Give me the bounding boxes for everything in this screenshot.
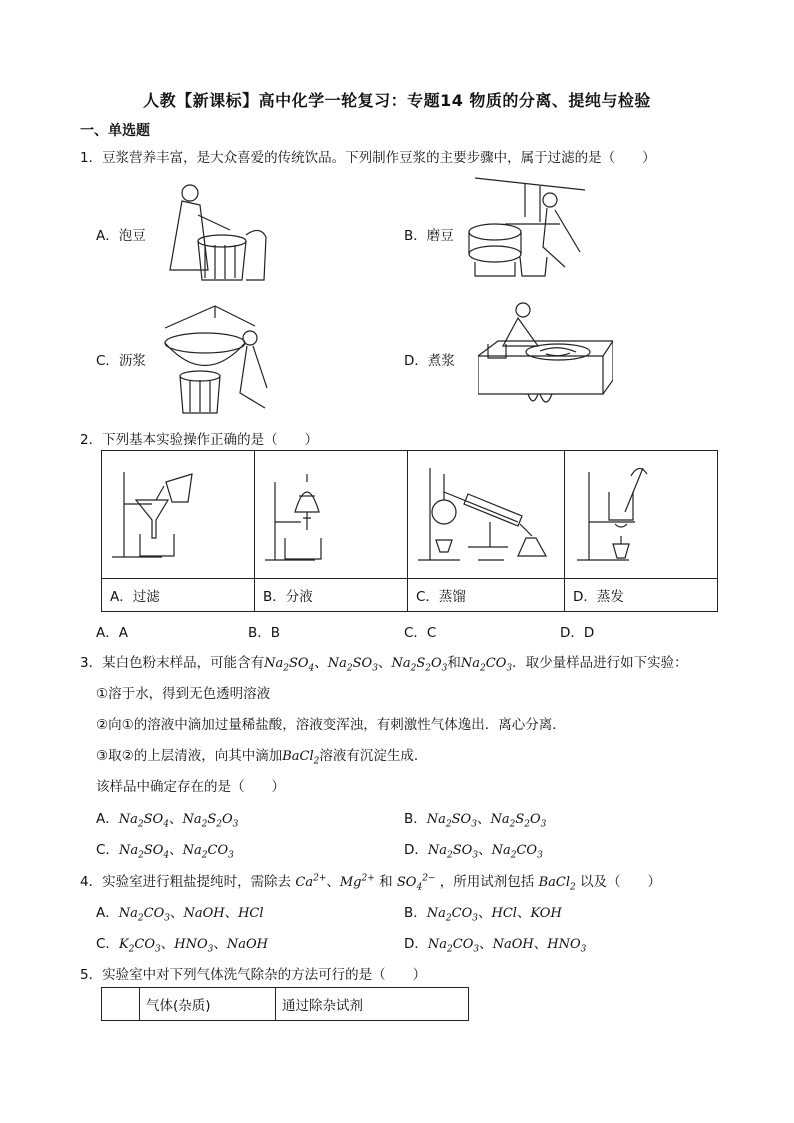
boiling-slurry-illustration (478, 296, 613, 411)
q4-option-b[interactable]: B．$Na_2CO_3$、HCl、KOH (404, 905, 562, 924)
soaking-beans-illustration (160, 175, 270, 285)
draining-slurry-illustration (155, 298, 270, 418)
q3-stem: 3．某白色粉末样品，可能含有$Na_2SO_4$、$Na_2SO_3$、$Na_2S_2O_3$和$Na_2CO_3$．取少量样品进行如下实验： (80, 655, 688, 674)
q3-step-1: ①溶于水，得到无色透明溶液 (96, 686, 271, 702)
q2-option-c[interactable]: C．C (404, 625, 437, 641)
q4-stem-mid: ，所用试剂包括 (439, 874, 535, 890)
q4-stem: 4．实验室进行粗盐提纯时，需除去 $Ca^{2+}$、$Mg^{2+}$ 和 $SO_4^{2-}$ ，所用试剂包括 BaCl$_2$ 以及（ ） (80, 873, 662, 893)
q4-option-d-label: D． (404, 936, 428, 952)
table-header-blank (102, 988, 140, 1021)
evaporation-figure-cell (565, 451, 718, 579)
caption-separation: B．分液 (254, 579, 407, 612)
q2-stem: 2．下列基本实验操作正确的是（ ） (80, 432, 319, 448)
q3-step-2: ②向①的溶液中滴加过量稀盐酸，溶液变浑浊，有刺激性气体逸出．离心分离． (96, 717, 566, 733)
q3-option-d-label: D． (404, 842, 428, 858)
q3-stem-suffix: ．取少量样品进行如下实验： (512, 655, 688, 671)
q3-option-b[interactable]: B．$Na_2SO_3$、$Na_2S_2O_3$ (404, 811, 547, 830)
filtration-apparatus-icon (102, 452, 252, 578)
table-header-gas: 气体(杂质) (140, 988, 276, 1021)
caption-filtration: A．过滤 (102, 579, 255, 612)
distillation-apparatus-icon (408, 452, 562, 578)
q1-option-c[interactable]: C．沥浆 (96, 353, 146, 369)
section-heading: 一、单选题 (80, 123, 150, 139)
q4-stem-suffix: 以及（ ） (580, 874, 662, 890)
q4-option-c-label: C． (96, 936, 119, 952)
q3-option-d[interactable]: D．$Na_2SO_3$、$Na_2CO_3$ (404, 842, 543, 861)
q2-option-d[interactable]: D．D (560, 625, 595, 641)
q3-option-a-label: A． (96, 811, 119, 827)
q1-option-a[interactable]: A．泡豆 (96, 228, 146, 244)
q4-stem-prefix: 4．实验室进行粗盐提纯时，需除去 (80, 874, 292, 890)
q1-option-d[interactable]: D．煮浆 (404, 353, 455, 369)
q4-option-c[interactable]: C．$K_2CO_3$、$HNO_3$、NaOH (96, 936, 268, 955)
lab-operations-table (101, 450, 718, 612)
q3-option-c-label: C． (96, 842, 119, 858)
q4-and: 和 (379, 874, 393, 890)
q4-option-a-label: A． (96, 905, 119, 921)
q2-option-b[interactable]: B．B (248, 625, 281, 641)
q4-option-d[interactable]: D．$Na_2CO_3$、NaOH、$HNO_3$ (404, 936, 587, 955)
table-header-reagent: 通过除杂试剂 (276, 988, 469, 1021)
caption-evaporation: D．蒸发 (565, 579, 718, 612)
q3-option-b-label: B． (404, 811, 427, 827)
gas-purification-table (101, 987, 469, 1021)
grinding-beans-illustration (465, 172, 590, 282)
page-title: 人教【新课标】高中化学一轮复习：专题14 物质的分离、提纯与检验 (143, 91, 651, 110)
q4-option-b-label: B． (404, 905, 427, 921)
q1-stem: 1．豆浆营养丰富，是大众喜爱的传统饮品。下列制作豆浆的主要步骤中，属于过滤的是（ ） (80, 150, 656, 166)
q3-step-3: ③取②的上层清液，向其中滴加BaCl$_2$溶液有沉淀生成． (96, 748, 428, 767)
q5-stem: 5．实验室中对下列气体洗气除杂的方法可行的是（ ） (80, 967, 427, 983)
q3-stem-prefix: 3．某白色粉末样品，可能含有 (80, 655, 265, 671)
q3-ask: 该样品中确定存在的是（ ） (96, 779, 285, 795)
q3-option-c[interactable]: C．$Na_2SO_4$、$Na_2CO_3$ (96, 842, 234, 861)
distillation-figure-cell (407, 451, 564, 579)
separatory-funnel-icon (255, 452, 405, 578)
q2-option-a[interactable]: A．A (96, 625, 128, 641)
q1-option-b[interactable]: B．磨豆 (404, 228, 454, 244)
q4-option-a[interactable]: A．$Na_2CO_3$、NaOH、HCl (96, 905, 264, 924)
q3-step3-suffix: 溶液有沉淀生成． (319, 748, 428, 764)
evaporation-apparatus-icon (565, 452, 715, 578)
filtration-figure-cell (102, 451, 255, 579)
q3-step3-prefix: ③取②的上层清液，向其中滴加 (96, 748, 283, 764)
caption-distillation: C．蒸馏 (407, 579, 564, 612)
q3-option-a[interactable]: A．$Na_2SO_4$、$Na_2S_2O_3$ (96, 811, 239, 830)
separation-figure-cell (254, 451, 407, 579)
